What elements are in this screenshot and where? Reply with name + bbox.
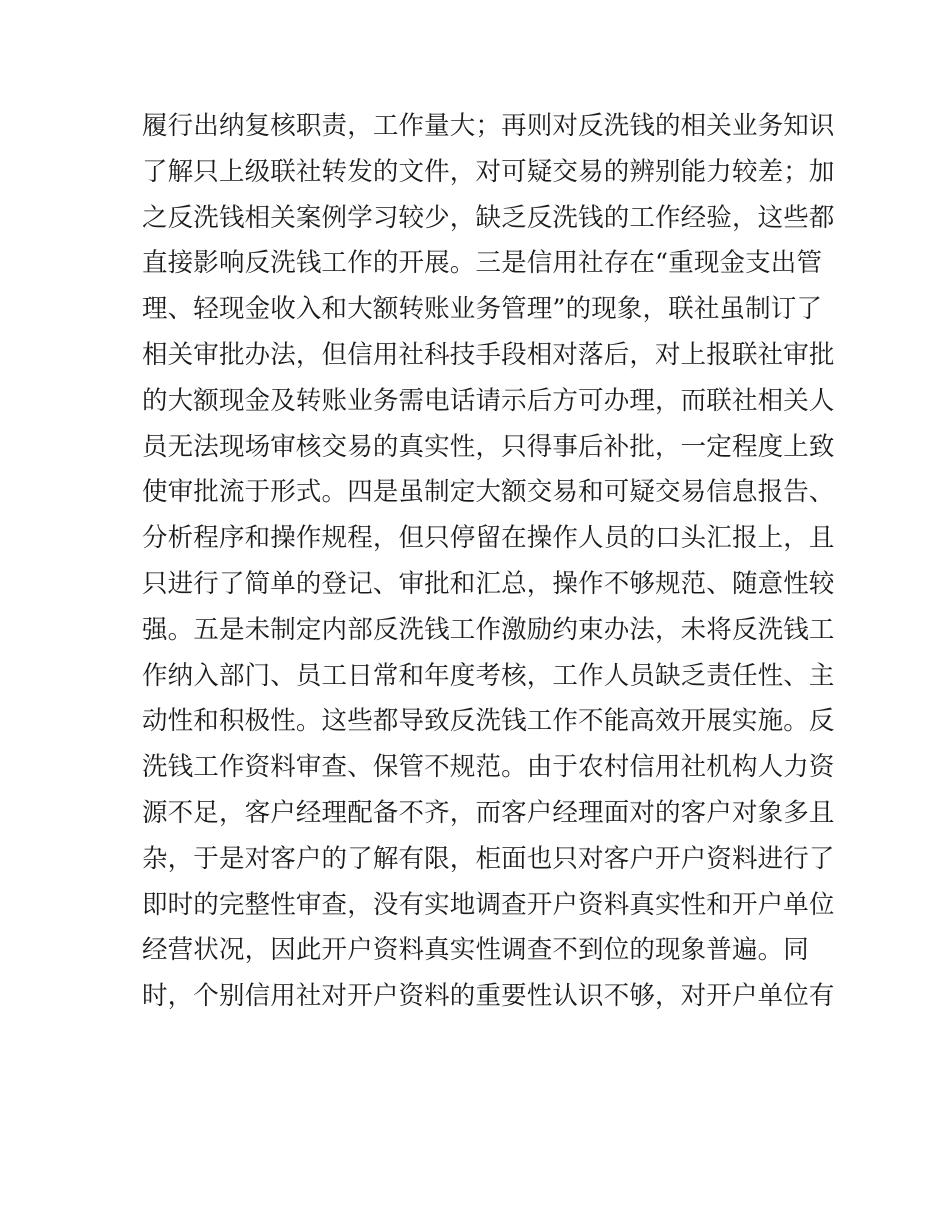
- text-line: 理、轻现金收入和大额转账业务管理”的现象，联社虽制订了: [142, 294, 823, 325]
- text-line: 只进行了简单的登记、审批和汇总，操作不够规范、随意性较: [142, 568, 835, 599]
- text-line: 履行出纳复核职责，工作量大；再则对反洗钱的相关业务知识: [142, 111, 835, 141]
- text-line: 强。五是未制定内部反洗钱工作激励约束办法，未将反洗钱工: [142, 614, 835, 645]
- text-line: 时，个别信用社对开户资料的重要性认识不够，对开户单位有: [142, 981, 835, 1012]
- text-line: 即时的完整性审查，没有实地调查开户资料真实性和开户单位: [142, 889, 835, 920]
- text-line: 员无法现场审核交易的真实性，只得事后补批，一定程度上致: [142, 431, 835, 462]
- text-line: 作纳入部门、员工日常和年度考核，工作人员缺乏责任性、主: [142, 660, 835, 691]
- text-line: 动性和积极性。这些都导致反洗钱工作不能高效开展实施。反: [142, 706, 835, 737]
- text-line: 经营状况，因此开户资料真实性调查不到位的现象普遍。同: [142, 935, 809, 966]
- body-text: [142, 104, 835, 1020]
- text-line: 使审批流于形式。四是虽制定大额交易和可疑交易信息报告、: [142, 477, 835, 508]
- text-line: 分析程序和操作规程，但只停留在操作人员的口头汇报上，且: [142, 523, 835, 554]
- text-line: 源不足，客户经理配备不齐，而客户经理面对的客户对象多且: [142, 797, 835, 828]
- text-line: 洗钱工作资料审查、保管不规范。由于农村信用社机构人力资: [142, 752, 835, 783]
- text-line: 相关审批办法，但信用社科技手段相对落后，对上报联社审批: [142, 339, 835, 370]
- text-line: 了解只上级联社转发的文件，对可疑交易的辨别能力较差；加: [142, 156, 835, 187]
- text-line: 杂，于是对客户的了解有限，柜面也只对客户开户资料进行了: [142, 843, 835, 874]
- text-line: 直接影响反洗钱工作的开展。三是信用社存在“重现金支出管: [142, 248, 823, 279]
- text-line: 的大额现金及转账业务需电话请示后方可办理，而联社相关人: [142, 385, 835, 416]
- text-line: 之反洗钱相关案例学习较少，缺乏反洗钱的工作经验，这些都: [142, 202, 835, 233]
